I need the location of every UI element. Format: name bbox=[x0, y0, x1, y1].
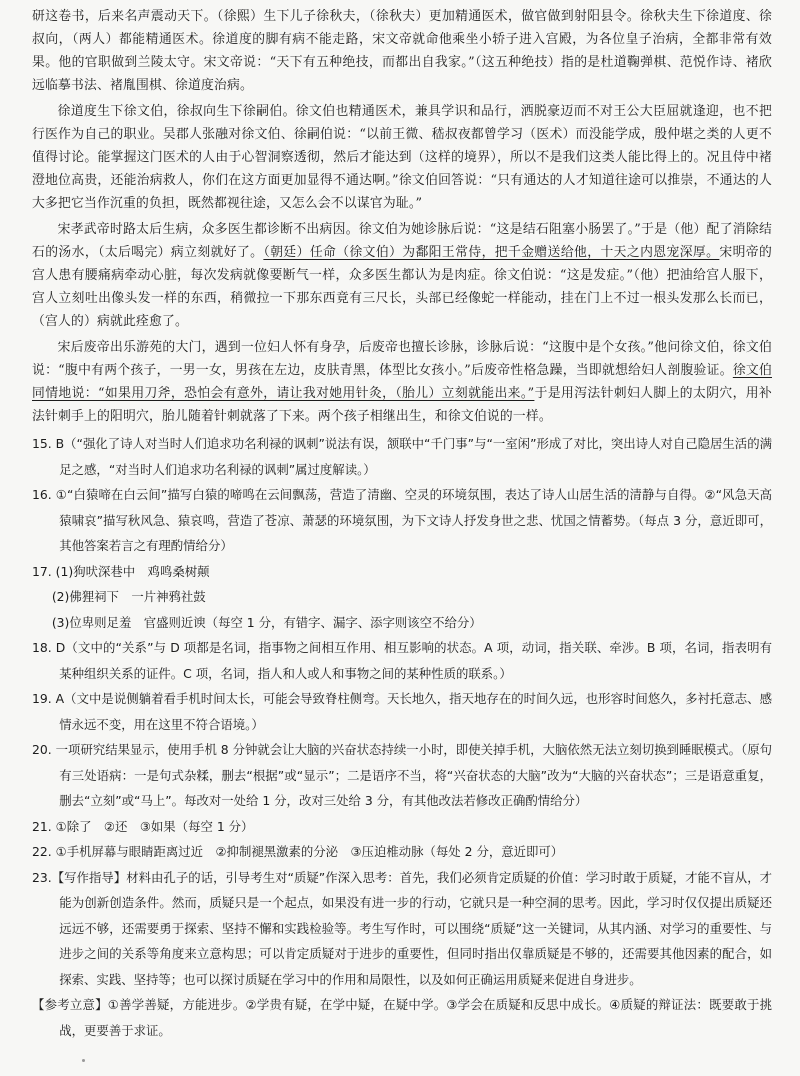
translation-text: 徐道度生下徐文伯，徐叔向生下徐嗣伯。徐文伯也精通医术，兼具学识和品行，洒脱豪迈而不对王公大臣屈就逢迎，也不把行医作为自己的职业。吴郡人张融对徐文伯、徐嗣伯说：“以前王微、嵇叔夜都曾学习（医术）而没能学成，殷仲堪之类的人更不值得讨论。能掌握这门医术的人由于心智洞察透彻，然后才能达到（这样的境界），所以不是我们这类人能比得上的。况且侍中褚澄地位高贵，还能治病救人，你们在这方面更加显得不通达啊。”徐文伯回答说：“只有通达的人才知道往途可以推崇，不通达的人大多把它当作沉重的负担，既然都视往途，又怎么会不以谋官为耻。” bbox=[32, 104, 772, 211]
answer-17-1: 17. (1)狗吠深巷中 鸡鸣桑树颠 bbox=[32, 563, 210, 579]
answer-18: 18. D（文中的“关系”与 D 项都是名词，指事物之间相互作用、相互影响的状态。A 项，动词，指关联、牵涉。B 项，名词，指表明有某种组织关系的证件。C 项，名词，指人和人或人和事物之间的某种性质的联系。） bbox=[32, 640, 772, 681]
underlined-translation: 徐文伯同情地说：“如果用刀斧，恐怕会有意外，请让我对她用针灸，（胎儿）立刻就能出来。” bbox=[32, 363, 772, 401]
footer-mark bbox=[82, 1059, 85, 1062]
answer-19: 19. A（文中是说侧躺着看手机时间太长，可能会导致脊柱侧弯。天长地久，指天地存在的时间久远，也形容时间悠久，多衬托意志、感情永远不变，用在这里不符合语境。） bbox=[32, 691, 772, 732]
answer-16: 16. ①“白猿啼在白云间”描写白猿的啼鸣在云间飘荡，营造了清幽、空灵的环境氛围，表达了诗人山居生活的清静与自得。②“风急天高猿啸哀”描写秋风急、猿哀鸣，营造了苍凉、萧瑟的环境氛围，为下文诗人抒发身世之悲、忧国之情蓄势。（每点 3 分，意近即可，其他答案若言之有理酌情给分） bbox=[32, 487, 772, 553]
translation-paragraph-2 bbox=[32, 100, 772, 215]
translation-text: 宋后废帝出乐游苑的大门，遇到一位妇人怀有身孕，后废帝也擅长诊脉，诊脉后说：“这腹中是个女孩。”他问徐文伯，徐文伯说：“腹中有两个孩子，一男一女，男孩在左边，皮肤青黑，体型比女孩小。”后废帝性格急躁，当即就想给妇人剖腹验证。 bbox=[32, 340, 772, 378]
answer-22: 22. ①手机屏幕与眼睛距离过近 ②抑制褪黑激素的分泌 ③压迫椎动脉（每处 2 分，意近即可） bbox=[32, 844, 564, 859]
answer-23: 23.【写作指导】材料由孔子的话，引导考生对“质疑”作深入思考：首先，我们必须肯定质疑的价值：学习时敢于质疑，才能不盲从，才能为创新创造条件。然而，质疑只是一个起点，如果没有进一步的行动，它就只是一种空洞的思考。因此，学习时仅仅提出质疑还远远不够，还需要勇于探索、坚持不懈和实践检验等。考生写作时，可以围绕“质疑”这一关键词，从其内涵、对学习的重要性、与进步之间的关系等角度来立意构思；可以肯定质疑对于进步的重要性，但同时指出仅靠质疑是不够的，还需要其他因素的配合，如探索、实践、坚持等；也可以探讨质疑在学习中的作用和局限性，以及如何正确运用质疑来促进自身进步。 bbox=[32, 869, 772, 987]
underlined-translation: （朝廷）任命（徐文伯）为鄱阳王常侍，把千金赠送给他，十天之内恩宠深厚。 bbox=[263, 245, 720, 260]
translation-text: 宋明帝的宫人患有腰痛病牵动心脏，每次发病就像要断气一样，众多医生都认为是肉症。徐文伯说：“这是发症。”（他）把油给宫人服下，宫人立刻吐出像头发一样的东西，稍微拉一下那东西竟有三尺长，头部已经像蛇一样能动，挂在门上不过一根头发那么长而已，（宫人的）病就此痊愈了。 bbox=[32, 245, 772, 329]
translation-paragraph-3 bbox=[32, 218, 772, 333]
answer-15: 15. B（“强化了诗人对当时人们追求功名利禄的讽刺”说法有误，颔联中“千门事”与“一室闲”形成了对比，突出诗人对自己隐居生活的满足之感，“对当时人们追求功名利禄的讽刺”属过度解读。） bbox=[32, 436, 772, 477]
reference-themes: 【参考立意】①善学善疑，方能进步。②学贵有疑，在学中疑，在疑中学。③学会在质疑和反思中成长。④质疑的辩证法：既要敢于挑战，更要善于求证。 bbox=[32, 997, 772, 1038]
answer-20: 20. 一项研究结果显示，使用手机 8 分钟就会让大脑的兴奋状态持续一小时，即使关掉手机，大脑依然无法立刻切换到睡眠模式。（原句有三处语病：一是句式杂糅，删去“根据”或“显示”；二是语序不当，将“兴奋状态的大脑”改为“大脑的兴奋状态”；三是语意重复，删去“立刻”或“马上”。每改对一处给 1 分，改对三处给 3 分，有其他改法若修改正确酌情给分） bbox=[32, 742, 772, 808]
answer-17-2: (2)佛狸祠下 一片神鸦社鼓 bbox=[51, 589, 206, 604]
translation-paragraph-1 bbox=[32, 5, 772, 97]
translation-text: 于是用泻法针刺妇人脚上的太阴穴，用补法针刺手上的阳明穴，胎儿随着针刺就落了下来。两个孩子相继出生，和徐文伯说的一样。 bbox=[32, 386, 772, 424]
translation-text: 宋孝武帝时路太后生病，众多医生都诊断不出病因。徐文伯为她诊脉后说：“这是结石阻塞小肠罢了。”于是（他）配了消除结石的汤水，（太后喝完）病立刻就好了。 bbox=[32, 222, 772, 260]
answer-21: 21. ①除了 ②还 ③如果（每空 1 分） bbox=[32, 818, 254, 834]
translation-paragraph-4 bbox=[32, 336, 772, 428]
translation-text: 研这卷书，后来名声震动天下。（徐熙）生下儿子徐秋夫，（徐秋夫）更加精通医术，做官做到射阳县令。徐秋夫生下徐道度、徐叔向，（两人）都能精通医术。徐道度的脚有病不能走路，宋文帝就命他乘坐小轿子进入宫殿，为各位皇子治病，全都非常有效果。他的官职做到兰陵太守。宋文帝说：“天下有五种绝技，而都出自我家。”（这五种绝技）指的是杜道鞠弹棋、范悦作诗、褚欣远临摹书法、褚胤围棋、徐道度治病。 bbox=[32, 9, 772, 93]
answer-17-3: (3)位卑则足羞 官盛则近谀（每空 1 分，有错字、漏字、添字则该空不给分） bbox=[51, 614, 482, 630]
